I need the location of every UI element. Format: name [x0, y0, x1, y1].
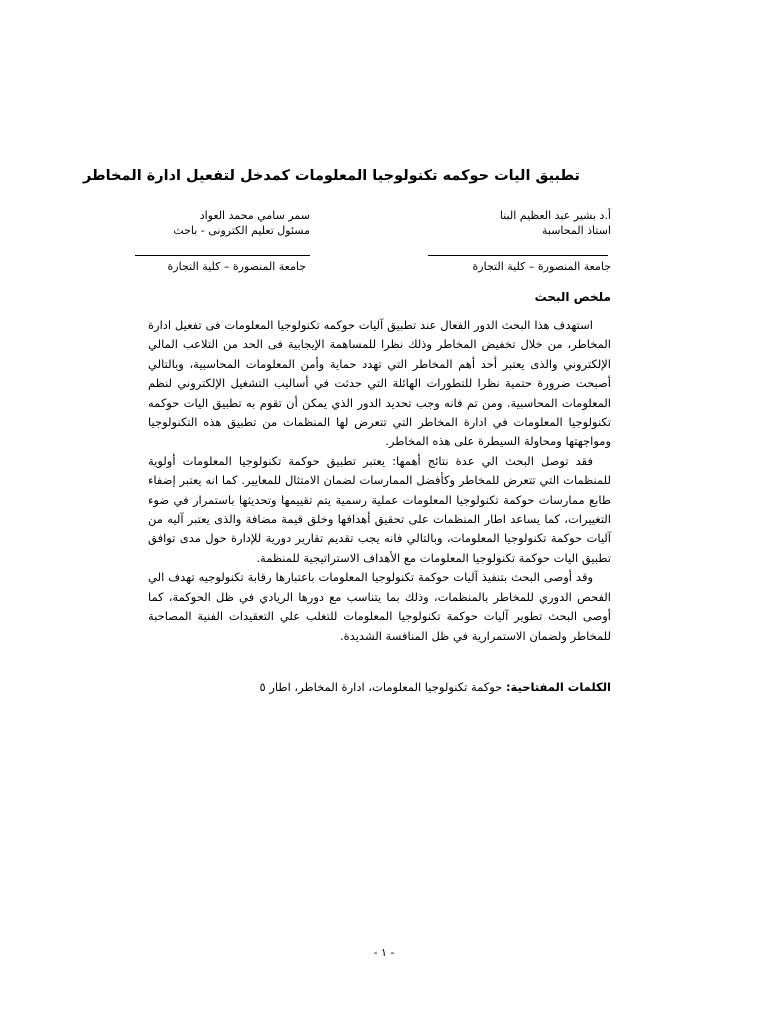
author-affiliation-2: جامعة المنصورة – كلية التجارة: [167, 260, 306, 273]
author-divider-2: [135, 255, 310, 256]
author-divider-1: [428, 255, 608, 256]
author-name: سمر سامي محمد العواد: [199, 209, 310, 222]
abstract-paragraph: وقد أوصى البحث بتنفيذ آليات حوكمة تكنولوجيا المعلومات باعتبارها رقابة تكنولوجيه تهدف الي الفحص الدوري للمخاطر بالمنظمات، وذلك بما يتناسب مع دورها الريادي في ظل الحوكمة، كما أوصى البحث تطوير آليات حوكمة تكنولوجيا المعلومات للتغلب علي التعقيدات الفنية المصاحبة للمخاطر ولضمان الاستمرارية في ظل المنافسة الشديدة.: [148, 570, 611, 643]
author-name: أ.د بشير عبد العظيم البنا: [499, 209, 611, 222]
author-position: مسئول تعليم الكترونى - باحث: [173, 224, 310, 237]
keywords-text: حوكمة تكنولوجيا المعلومات، ادارة المخاطر، اطار ٥: [259, 680, 503, 694]
page-number: - ١ -: [373, 946, 395, 959]
author-block-2: [150, 208, 310, 238]
author-block-1: [500, 208, 611, 238]
abstract-paragraph: فقد توصل البحث الي عدة نتائج أهمها: يعتبر تطبيق حوكمة تكنولوجيا المعلومات أولوية للمنظمات التي تتعرض للمخاطر وكأفضل الممارسات لضمان الامتثال للمعايير. كما انه يعتبر إضفاء طابع ممارسات حوكمة تكنولوجيا المعلومات عملية رسمية يتم تقييمها وتحديثها باستمرار في ضوء التغييرات، كما يساعد اطار المنظمات على تحقيق أهدافها وخلق قيمة مضافة والذى يعتبر آليه من آليات حوكمة تكنولوجيا المعلومات، وبالتالي فانه يجب تقديم تقارير دورية للإدارة حول مدى توافق تطبيق اليات حوكمة تكنولوجيا المعلومات مع الأهداف الاستراتيجية للمنظمة.: [148, 453, 611, 565]
abstract-body: [148, 316, 611, 646]
paper-title: تطبيق اليات حوكمه تكنولوجيا المعلومات كمدخل لتفعيل ادارة المخاطر: [82, 168, 580, 184]
author-affiliation-1: جامعة المنصورة – كلية التجارة: [472, 260, 611, 273]
keywords-line: [260, 680, 611, 694]
abstract-heading: ملخص البحث: [534, 290, 611, 304]
abstract-paragraph: استهدف هذا البحث الدور الفعال عند تطبيق آليات حوكمه تكنولوجيا المعلومات فى تفعيل ادارة المخاطر، من خلال تخفيض المخاطر وذلك نظرا للمساهمة الإيجابية فى الحد من التلاعب المالي الإلكتروني والذى يعتبر أحد أهم المخاطر التي تهدد حماية وأمن المعلومات المحاسبية، وبالتالي أصبحت ضرورة حتمية نظرا للتطورات الهائلة التي حدثت في أساليب التشغيل الإلكتروني لنظم المعلومات المحاسبية. ومن تم فانه وجب تحديد الدور الذي يمكن أن تقوم به تطبيق اليات حوكمه تكنولوجيا المعلومات في ادارة المخاطر التي تتعرض لها المنظمات من تطبيق هذه التكنولوجيا ومواجهتها ومحاولة السيطرة على هذه المخاطر.: [148, 318, 611, 449]
author-position: استاذ المحاسبة: [542, 224, 611, 237]
keywords-label: الكلمات المفتاحية:: [505, 680, 611, 694]
